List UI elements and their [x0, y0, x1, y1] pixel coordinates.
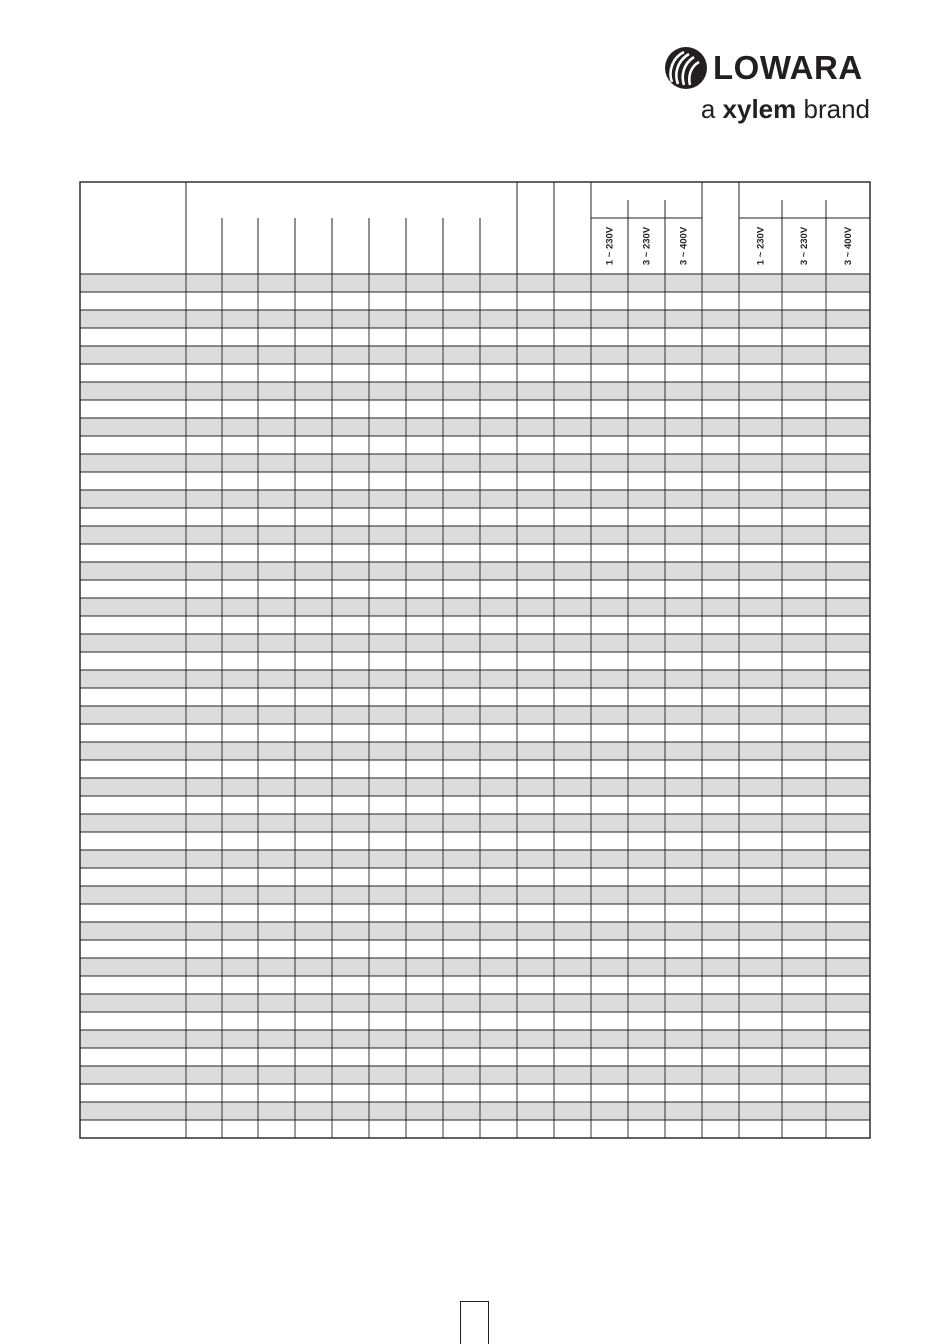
shaded-row	[80, 562, 870, 580]
shaded-row	[80, 778, 870, 796]
shaded-row	[80, 1030, 870, 1048]
voltage-label: 1 ~ 230V	[604, 226, 616, 266]
tagline-prefix: a	[700, 94, 716, 124]
shaded-row	[80, 310, 870, 328]
shaded-row	[80, 886, 870, 904]
shaded-row	[80, 958, 870, 976]
voltage-label: 3 ~ 230V	[799, 226, 810, 266]
shaded-row	[80, 850, 870, 868]
voltage-label: 3 ~ 230V	[641, 226, 653, 266]
shaded-row	[80, 598, 870, 616]
voltage-label: 1 ~ 230V	[755, 226, 767, 266]
shaded-row	[80, 490, 870, 508]
shaded-row	[80, 1102, 870, 1120]
shaded-row	[80, 274, 870, 292]
shaded-row	[80, 454, 870, 472]
voltage-label: 3 ~ 400V	[843, 226, 854, 266]
tagline-suffix: brand	[803, 94, 870, 124]
shaded-row	[80, 418, 870, 436]
shaded-row	[80, 706, 870, 724]
brand-name: LOWARA	[713, 49, 863, 86]
shaded-row	[80, 814, 870, 832]
shaded-row	[80, 670, 870, 688]
tagline-bold: xylem	[722, 94, 797, 124]
shaded-row	[80, 382, 870, 400]
page-number-box	[460, 1301, 489, 1344]
shaded-row	[80, 742, 870, 760]
shaded-row	[80, 1066, 870, 1084]
shaded-row	[80, 526, 870, 544]
voltage-label: 3 ~ 400V	[678, 226, 690, 266]
shaded-row	[80, 922, 870, 940]
shaded-row	[80, 346, 870, 364]
shaded-row	[80, 634, 870, 652]
shaded-row	[80, 994, 870, 1012]
